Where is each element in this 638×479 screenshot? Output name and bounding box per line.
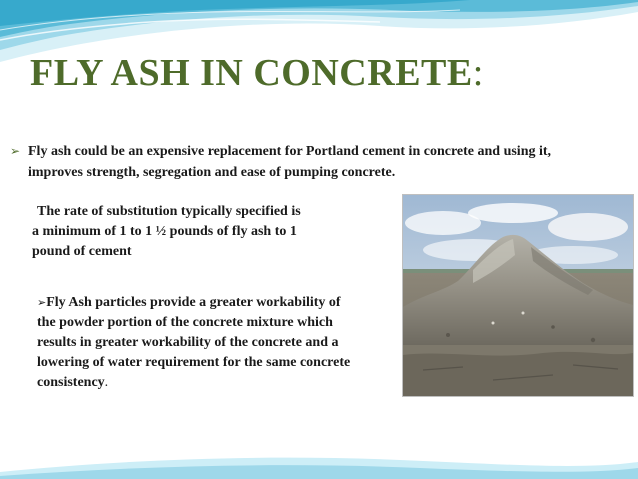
substitution-rate-text: [32, 202, 352, 262]
slide-title-colon: :: [472, 52, 484, 94]
arrow-bullet-icon: ➢: [10, 144, 21, 158]
substitution-line-1: The rate of substitution typically specified is: [37, 204, 301, 219]
slide-title-text: FLY ASH IN CONCRETE: [30, 52, 473, 94]
main-bullet-text: Fly ash could be an expensive replacement for Portland cement in concrete and using it, improves strength, segregation and ease of pumping concrete.: [28, 144, 552, 180]
workability-body: Fly Ash particles provide a greater workability of the powder portion of the concrete mixture which results in greater workability of the concrete and a lowering of water requirement for the same concrete consistency: [37, 295, 351, 390]
substitution-line-2: a minimum of 1 to 1 ½ pounds of fly ash to 1: [32, 224, 297, 239]
workability-period: .: [104, 375, 109, 390]
bottom-wave-decoration: [0, 452, 638, 479]
arrow-bullet-icon: ➢: [37, 296, 47, 309]
main-bullet: [10, 141, 590, 183]
slide-title: [30, 50, 484, 96]
workability-text: [37, 293, 357, 393]
substitution-line-3: pound of cement: [32, 244, 132, 259]
fly-ash-pile-photo: [402, 194, 634, 397]
